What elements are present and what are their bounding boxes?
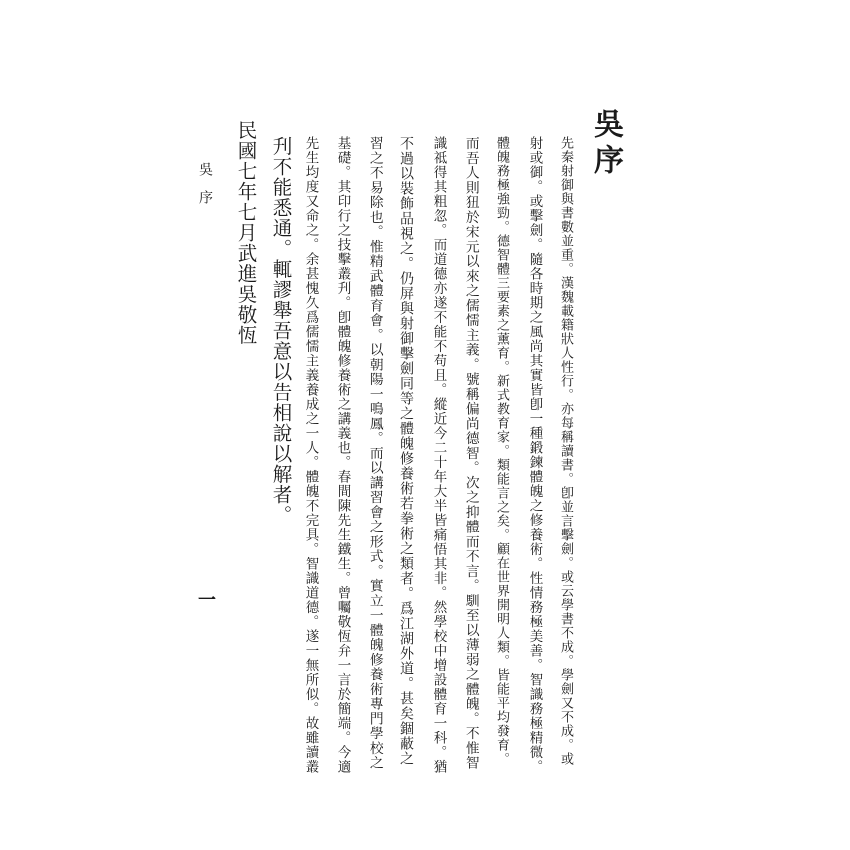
text-column-7: 習之不易除也。惟精武體育會。以朝陽一鳴鳳。而以講習會之形式。實立一體魄修養術專門學校之: [366, 136, 383, 771]
text-column-10: 刋不能悉通。輒謬舉吾意以告相說以解者。: [269, 136, 293, 526]
text-column-8: 基礎。其印行之技擊叢刋。卽體魄修養術之講義也。春間陳先生鐵生。曾囑敬恆弁一言於簡端。今適: [334, 136, 351, 774]
page-number: 一: [198, 590, 216, 611]
text-column-3: 體魄務極強勁。德智體三要素之薰育。新式教育家。類能言之矣。顧在世界開明人類。皆能平均發育。: [494, 136, 509, 766]
text-column-9: 先生均度又命之。余甚愧久爲儒懦主義養成之一人。體魄不完具。智識道德。遂一無所似。故雖讀叢: [302, 136, 319, 774]
text-column-4: 而吾人則狃於宋元以來之儒懦主義。號稱偏尚德智。次之抑體而不言。馴至以薄弱之體魄。不惟智: [462, 136, 479, 771]
signature-line: 民國七年七月武進吳敬恆: [234, 120, 258, 346]
preface-title: 吳序: [588, 108, 623, 180]
text-column-6: 不過以裝飾品視之。仍屏與射御擊劍同等之體魄修養術若拳術之類者。爲江湖外道。甚矣錮蔽之: [398, 136, 414, 766]
text-column-5: 識祗得其粗忽。而道德亦遂不能不苟且。縱近今二十年大半皆痛悟其非。然學校中增設體育一科。猶: [430, 136, 447, 774]
text-column-2: 射或御。或擊劍。隨各時期之風尚其實皆卽一種鍛鍊體魄之修養術。性情務極美善。智識務極精微。: [526, 136, 543, 774]
running-head: 吳序: [197, 162, 213, 218]
text-column-1: 先秦射御與書數並重。漢魏載籍狀人性行。亦每稱讀書。卽並言擊劍。或云學書不成。學劍又不成。或: [558, 136, 573, 766]
